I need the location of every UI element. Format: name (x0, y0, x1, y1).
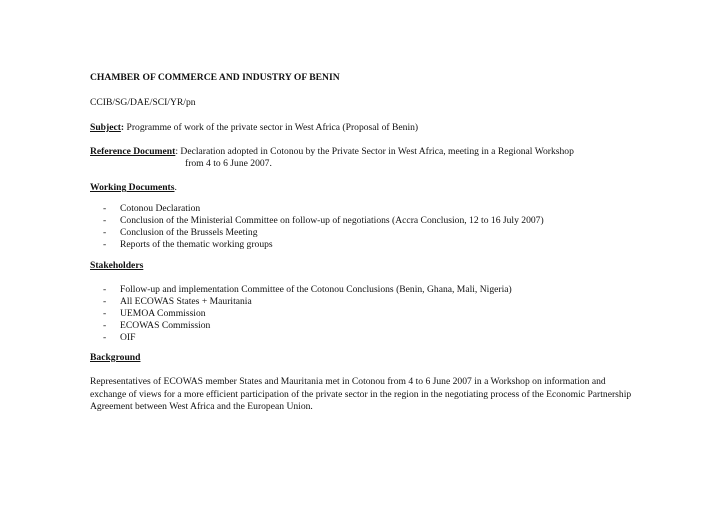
list-item (103, 332, 135, 344)
list-item (103, 308, 206, 320)
list-item (103, 239, 273, 251)
list-item (103, 203, 200, 215)
bullet-dash: - (103, 227, 107, 238)
working-documents-suffix: . (174, 182, 177, 193)
list-item (103, 284, 512, 296)
stakeholders-heading: Stakeholders (90, 260, 144, 271)
organization-title: CHAMBER OF COMMERCE AND INDUSTRY OF BENIN (90, 72, 340, 83)
reference-document-continuation: from 4 to 6 June 2007. (185, 158, 272, 169)
list-item-text: All ECOWAS States + Mauritania (120, 296, 252, 307)
list-item-text: ECOWAS Commission (120, 320, 211, 331)
bullet-dash: - (103, 308, 107, 319)
subject-label: Subject (90, 122, 121, 133)
reference-document-text: Declaration adopted in Cotonou by the Private Sector in West Africa, meeting in a Regional Workshop (178, 146, 574, 157)
bullet-dash: - (103, 332, 107, 343)
background-heading: Background (90, 352, 141, 363)
subject-line (90, 122, 418, 134)
bullet-dash: - (103, 320, 107, 331)
list-item-text: OIF (120, 332, 136, 343)
working-documents-label: Working Documents (90, 182, 175, 193)
bullet-dash: - (103, 239, 107, 250)
subject-text: Programme of work of the private sector in West Africa (Proposal of Benin) (124, 122, 419, 133)
bullet-dash: - (103, 296, 107, 307)
reference-document-line (90, 146, 574, 158)
list-item-text: Follow-up and implementation Committee of the Cotonou Conclusions (Benin, Ghana, Mali, Nigeria) (120, 284, 512, 295)
reference-document-colon: : (175, 146, 179, 157)
list-item (103, 296, 252, 308)
bullet-dash: - (103, 203, 107, 214)
subject-colon: : (120, 122, 125, 133)
list-item-text: Conclusion of the Ministerial Committee on follow-up of negotiations (Accra Conclusion, 12 to 16 July 2007) (120, 215, 544, 226)
list-item (103, 215, 544, 227)
reference-code: CCIB/SG/DAE/SCI/YR/pn (90, 97, 196, 108)
list-item-text: Cotonou Declaration (120, 203, 201, 214)
list-item-text: Reports of the thematic working groups (120, 239, 273, 250)
bullet-dash: - (103, 215, 107, 226)
bullet-dash: - (103, 284, 107, 295)
background-paragraph: Representatives of ECOWAS member States and Mauritania met in Cotonou from 4 to 6 June 2007 in a Workshop on information and exchange of views for a more efficient participation of the private sector in the region in the negotiating process of the Economic Partnership Agreement between West Africa and the European Union. (90, 376, 632, 412)
list-item-text: Conclusion of the Brussels Meeting (120, 227, 258, 238)
reference-document-label: Reference Document (90, 146, 176, 157)
working-documents-heading (90, 182, 177, 194)
list-item (103, 320, 210, 332)
list-item (103, 227, 258, 239)
list-item-text: UEMOA Commission (120, 308, 206, 319)
